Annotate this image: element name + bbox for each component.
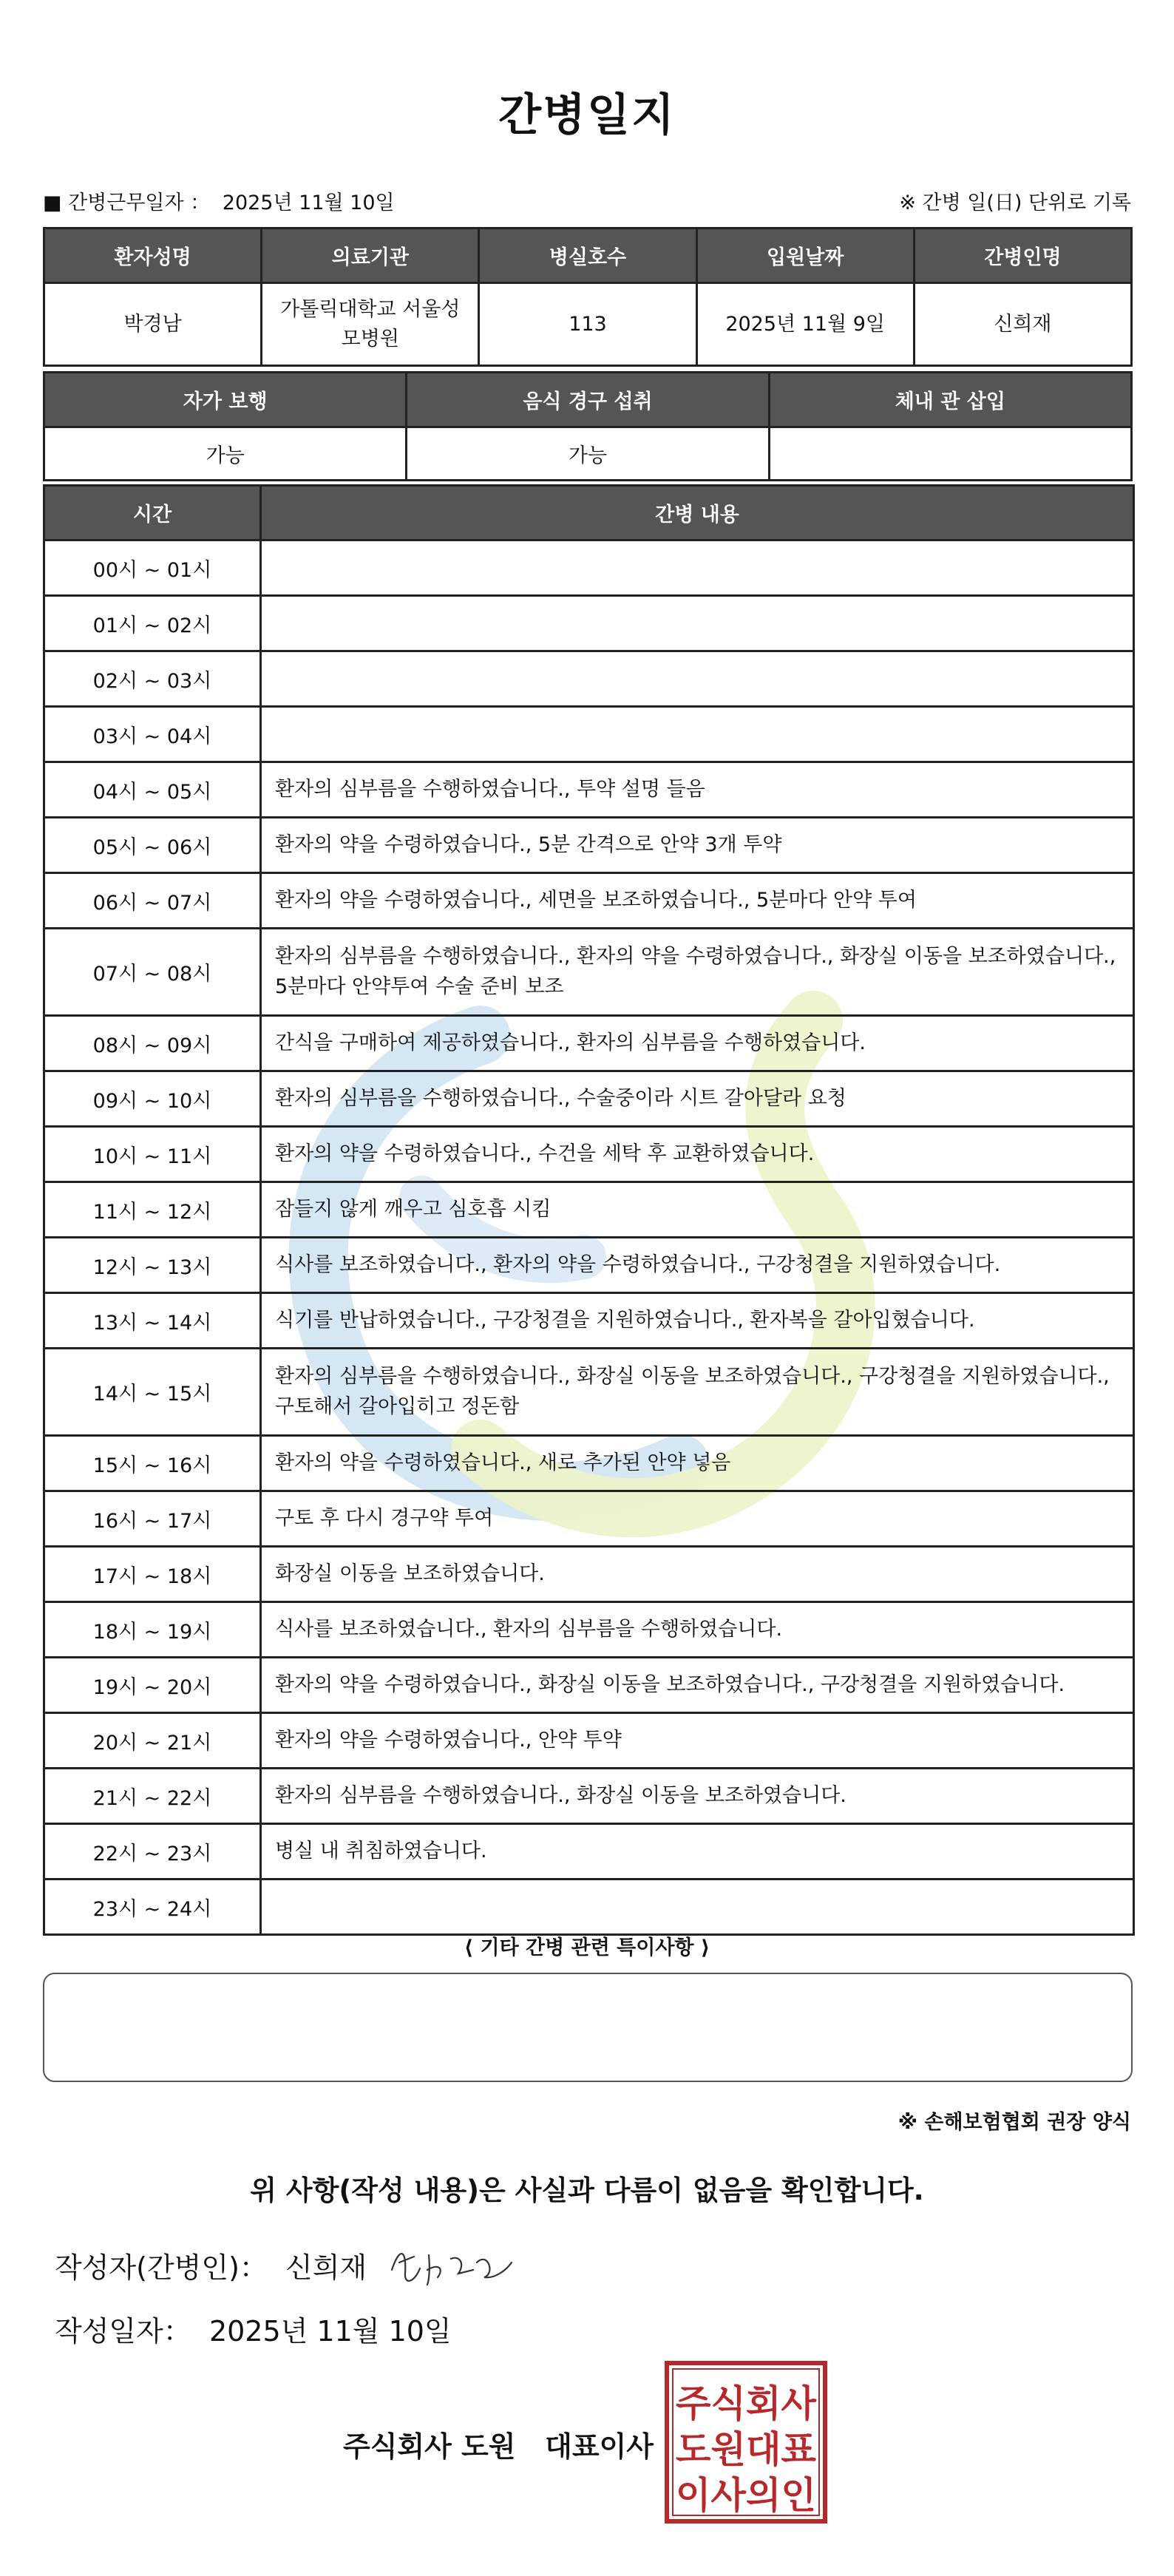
content-cell: 환자의 심부름을 수행하였습니다., 수술중이라 시트 갈아달라 요청 (261, 1071, 1134, 1127)
time-cell: 22시 ~ 23시 (44, 1824, 261, 1880)
tube-insertion-value (769, 427, 1131, 481)
time-cell: 06시 ~ 07시 (44, 873, 261, 929)
work-date-label: ■ 간병근무일자 ： (43, 191, 211, 214)
recommended-form-note: ※ 손해보험협회 권장 양식 (898, 2111, 1131, 2134)
patient-name: 박경남 (44, 283, 262, 366)
time-cell: 07시 ~ 08시 (44, 929, 261, 1016)
handwritten-signature (384, 2240, 518, 2292)
content-cell: 환자의 심부름을 수행하였습니다., 환자의 약을 수령하였습니다., 화장실 이동을 보조하였습니다., 5분마다 안약투여 수술 준비 보조 (261, 929, 1134, 1016)
content-cell: 식사를 보조하였습니다., 환자의 심부름을 수행하였습니다. (261, 1602, 1134, 1658)
header-caregiver: 간병인명 (914, 228, 1131, 283)
header-hospital: 의료기관 (262, 228, 479, 283)
header-time: 시간 (44, 486, 261, 540)
content-cell: 잠들지 않게 깨우고 심호흡 시킴 (261, 1182, 1134, 1238)
content-cell (261, 651, 1134, 707)
oral-intake-value: 가능 (407, 427, 769, 481)
time-cell: 14시 ~ 15시 (44, 1349, 261, 1436)
time-cell: 03시 ~ 04시 (44, 707, 261, 762)
table-row (44, 1547, 1134, 1602)
company-representative: 주식회사 도원 대표이사 (343, 2430, 654, 2463)
content-cell: 환자의 약을 수령하였습니다., 화장실 이동을 보조하였습니다., 구강청결을 지원하였습니다. (261, 1658, 1134, 1713)
table-row (44, 1238, 1134, 1293)
table-row (44, 1713, 1134, 1769)
patient-info-header-row (44, 228, 1132, 283)
table-row (44, 818, 1134, 873)
self-walking-value: 가능 (44, 427, 407, 481)
table-row (44, 1769, 1134, 1824)
header-room: 병실호수 (479, 228, 696, 283)
care-log-header-row (44, 486, 1134, 540)
table-row (44, 1602, 1134, 1658)
time-cell: 23시 ~ 24시 (44, 1880, 261, 1935)
time-cell: 10시 ~ 11시 (44, 1127, 261, 1182)
patient-info-table (43, 227, 1133, 367)
table-row (44, 1491, 1134, 1547)
table-row (44, 1016, 1134, 1071)
time-cell: 20시 ~ 21시 (44, 1713, 261, 1769)
header-care-content: 간병 내용 (261, 486, 1134, 540)
table-row (44, 1824, 1134, 1880)
content-cell: 환자의 약을 수령하였습니다., 새로 추가된 안약 넣음 (261, 1436, 1134, 1491)
special-notes-title: ⟨ 기타 간병 관련 특이사항 ⟩ (464, 1936, 710, 1959)
company-seal (664, 2360, 828, 2524)
table-row (44, 1293, 1134, 1349)
time-cell: 02시 ~ 03시 (44, 651, 261, 707)
content-cell (261, 540, 1134, 596)
time-cell: 11시 ~ 12시 (44, 1182, 261, 1238)
special-notes-box (43, 1973, 1133, 2082)
confirmation-statement: 위 사항(작성 내용)은 사실과 다름이 없음을 확인합니다. (250, 2175, 924, 2206)
work-date-value: 2025년 11월 10일 (222, 191, 395, 214)
content-cell: 환자의 약을 수령하였습니다., 안약 투약 (261, 1713, 1134, 1769)
table-row (44, 1071, 1134, 1127)
header-tube-insertion: 체내 관 삽입 (769, 373, 1131, 427)
hospital-name: 가톨릭대학교 서울성모병원 (262, 283, 479, 366)
patient-status-table (43, 371, 1133, 481)
written-date-label: 작성일자： (55, 2315, 191, 2348)
time-cell: 12시 ~ 13시 (44, 1238, 261, 1293)
table-row (44, 762, 1134, 818)
content-cell: 구토 후 다시 경구약 투여 (261, 1491, 1134, 1547)
table-row (44, 540, 1134, 596)
content-cell: 환자의 심부름을 수행하였습니다., 화장실 이동을 보조하였습니다., 구강청결을 지원하였습니다., 구토해서 갈아입히고 정돈함 (261, 1349, 1134, 1436)
header-admission-date: 입원날짜 (696, 228, 914, 283)
content-cell: 환자의 약을 수령하였습니다., 세면을 보조하였습니다., 5분마다 안약 투여 (261, 873, 1134, 929)
table-row (44, 707, 1134, 762)
content-cell: 식사를 보조하였습니다., 환자의 약을 수령하였습니다., 구강청결을 지원하였습니다. (261, 1238, 1134, 1293)
content-cell: 환자의 약을 수령하였습니다., 수건을 세탁 후 교환하였습니다. (261, 1127, 1134, 1182)
admission-date: 2025년 11월 9일 (696, 283, 914, 366)
content-cell: 병실 내 취침하였습니다. (261, 1824, 1134, 1880)
content-cell: 화장실 이동을 보조하였습니다. (261, 1547, 1134, 1602)
time-cell: 01시 ~ 02시 (44, 596, 261, 651)
content-cell (261, 596, 1134, 651)
time-cell: 16시 ~ 17시 (44, 1491, 261, 1547)
table-row (44, 1880, 1134, 1935)
table-row (44, 596, 1134, 651)
content-cell: 식기를 반납하였습니다., 구강청결을 지원하였습니다., 환자복을 갈아입혔습니다. (261, 1293, 1134, 1349)
writer-label: 작성자(간병인)： (55, 2251, 268, 2284)
content-cell: 환자의 심부름을 수행하였습니다., 투약 설명 들음 (261, 762, 1134, 818)
caregiver-name: 신희재 (914, 283, 1131, 366)
table-row (44, 1127, 1134, 1182)
svg-text:이사의인: 이사의인 (676, 2474, 816, 2517)
time-cell: 17시 ~ 18시 (44, 1547, 261, 1602)
work-date (43, 186, 395, 215)
time-cell: 21시 ~ 22시 (44, 1769, 261, 1824)
time-cell: 05시 ~ 06시 (44, 818, 261, 873)
content-cell: 간식을 구매하여 제공하였습니다., 환자의 심부름을 수행하였습니다. (261, 1016, 1134, 1071)
time-cell: 13시 ~ 14시 (44, 1293, 261, 1349)
document-title: 간병일지 (498, 89, 676, 141)
status-value-row (44, 427, 1132, 481)
room-number: 113 (479, 283, 696, 366)
table-row (44, 651, 1134, 707)
time-cell: 15시 ~ 16시 (44, 1436, 261, 1491)
special-notes-text (44, 1974, 1131, 1998)
time-cell: 04시 ~ 05시 (44, 762, 261, 818)
table-row (44, 1182, 1134, 1238)
table-row (44, 1349, 1134, 1436)
content-cell: 환자의 심부름을 수행하였습니다., 화장실 이동을 보조하였습니다. (261, 1769, 1134, 1824)
time-cell: 09시 ~ 10시 (44, 1071, 261, 1127)
header-oral-intake: 음식 경구 섭취 (407, 373, 769, 427)
table-row (44, 1436, 1134, 1491)
writer-name: 신희재 (285, 2251, 367, 2284)
content-cell: 환자의 약을 수령하였습니다., 5분 간격으로 안약 3개 투약 (261, 818, 1134, 873)
care-log-table (43, 484, 1135, 1936)
table-row (44, 929, 1134, 1016)
table-row (44, 1658, 1134, 1713)
header-self-walking: 자가 보행 (44, 373, 407, 427)
content-cell (261, 1880, 1134, 1935)
svg-text:주식회사: 주식회사 (676, 2382, 817, 2425)
time-cell: 18시 ~ 19시 (44, 1602, 261, 1658)
patient-info-value-row (44, 283, 1132, 366)
written-date-value: 2025년 11월 10일 (208, 2315, 452, 2348)
header-patient-name: 환자성명 (44, 228, 262, 283)
writer-line (55, 2245, 367, 2285)
content-cell (261, 707, 1134, 762)
svg-text:도원대표: 도원대표 (676, 2428, 817, 2471)
time-cell: 08시 ~ 09시 (44, 1016, 261, 1071)
record-unit-note: ※ 간병 일(日) 단위로 기록 (899, 191, 1131, 214)
table-row (44, 873, 1134, 929)
time-cell: 00시 ~ 01시 (44, 540, 261, 596)
status-header-row (44, 373, 1132, 427)
written-date-line (55, 2308, 452, 2349)
time-cell: 19시 ~ 20시 (44, 1658, 261, 1713)
